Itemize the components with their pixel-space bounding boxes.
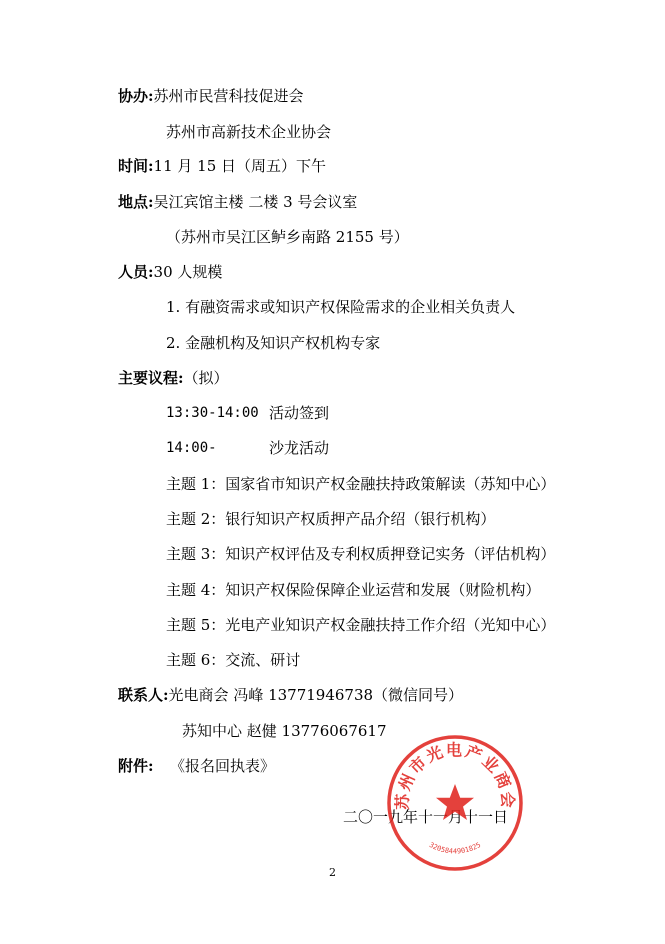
organizer-1: 苏州市民营科技促进会 <box>153 87 304 105</box>
agenda-topic: 主题 1：国家省市知识产权金融扶持政策解读（苏知中心） <box>166 475 556 493</box>
participants-line <box>118 262 222 282</box>
schedule-activity: 沙龙活动 <box>269 439 330 457</box>
attachment-value: 《报名回执表》 <box>170 757 276 775</box>
agenda-note: （拟） <box>183 369 229 387</box>
contact-1: 光电商会 冯峰 13771946738（微信同号） <box>168 686 464 704</box>
participant-item: 2. 金融机构及知识产权机构专家 <box>166 334 381 352</box>
organizer-2: 苏州市高新技术企业协会 <box>166 123 332 141</box>
agenda-topic: 主题 5：光电产业知识产权金融扶持工作介绍（光知中心） <box>166 616 556 634</box>
agenda-label: 主要议程: <box>118 369 184 387</box>
time-line <box>118 156 326 176</box>
schedule-time: 14:00- <box>166 440 217 456</box>
attachment-line <box>118 756 275 776</box>
contacts-line-1 <box>118 685 463 705</box>
seal-star-icon <box>436 784 474 820</box>
participants-label: 人员: <box>118 263 154 281</box>
time-label: 时间: <box>118 157 154 175</box>
participants-scale: 30 人规模 <box>153 263 223 281</box>
official-seal <box>384 732 526 874</box>
organizers-line-1 <box>118 86 304 106</box>
participant-item: 1. 有融资需求或知识产权保险需求的企业相关负责人 <box>166 298 516 316</box>
venue-address: （苏州市吴江区鲈乡南路 2155 号） <box>166 228 409 246</box>
agenda-line <box>118 368 229 388</box>
organizers-label: 协办: <box>118 87 154 105</box>
schedule-time: 13:30-14:00 <box>166 405 259 421</box>
time-value: 11 月 15 日（周五）下午 <box>153 157 327 175</box>
contact-2: 苏知中心 赵健 13776067617 <box>182 722 387 740</box>
agenda-topic: 主题 2：银行知识产权质押产品介绍（银行机构） <box>166 510 496 528</box>
attachment-label: 附件: <box>118 757 154 775</box>
agenda-topic: 主题 3：知识产权评估及专利权质押登记实务（评估机构） <box>166 545 556 563</box>
agenda-topic: 主题 4：知识产权保险保障企业运营和发展（财险机构） <box>166 581 541 599</box>
document-date: 二〇一九年十一月十一日 <box>343 808 509 826</box>
contacts-label: 联系人: <box>118 686 169 704</box>
seal-number: 3205844901825 <box>427 840 483 856</box>
venue-line <box>118 192 357 212</box>
agenda-topic: 主题 6：交流、研讨 <box>166 651 301 669</box>
venue-value: 吴江宾馆主楼 二楼 3 号会议室 <box>153 193 358 211</box>
venue-label: 地点: <box>118 193 154 211</box>
seal-text: 苏州市光电产业商会 <box>392 740 518 811</box>
page-number: 2 <box>329 866 336 879</box>
schedule-activity: 活动签到 <box>269 404 330 422</box>
